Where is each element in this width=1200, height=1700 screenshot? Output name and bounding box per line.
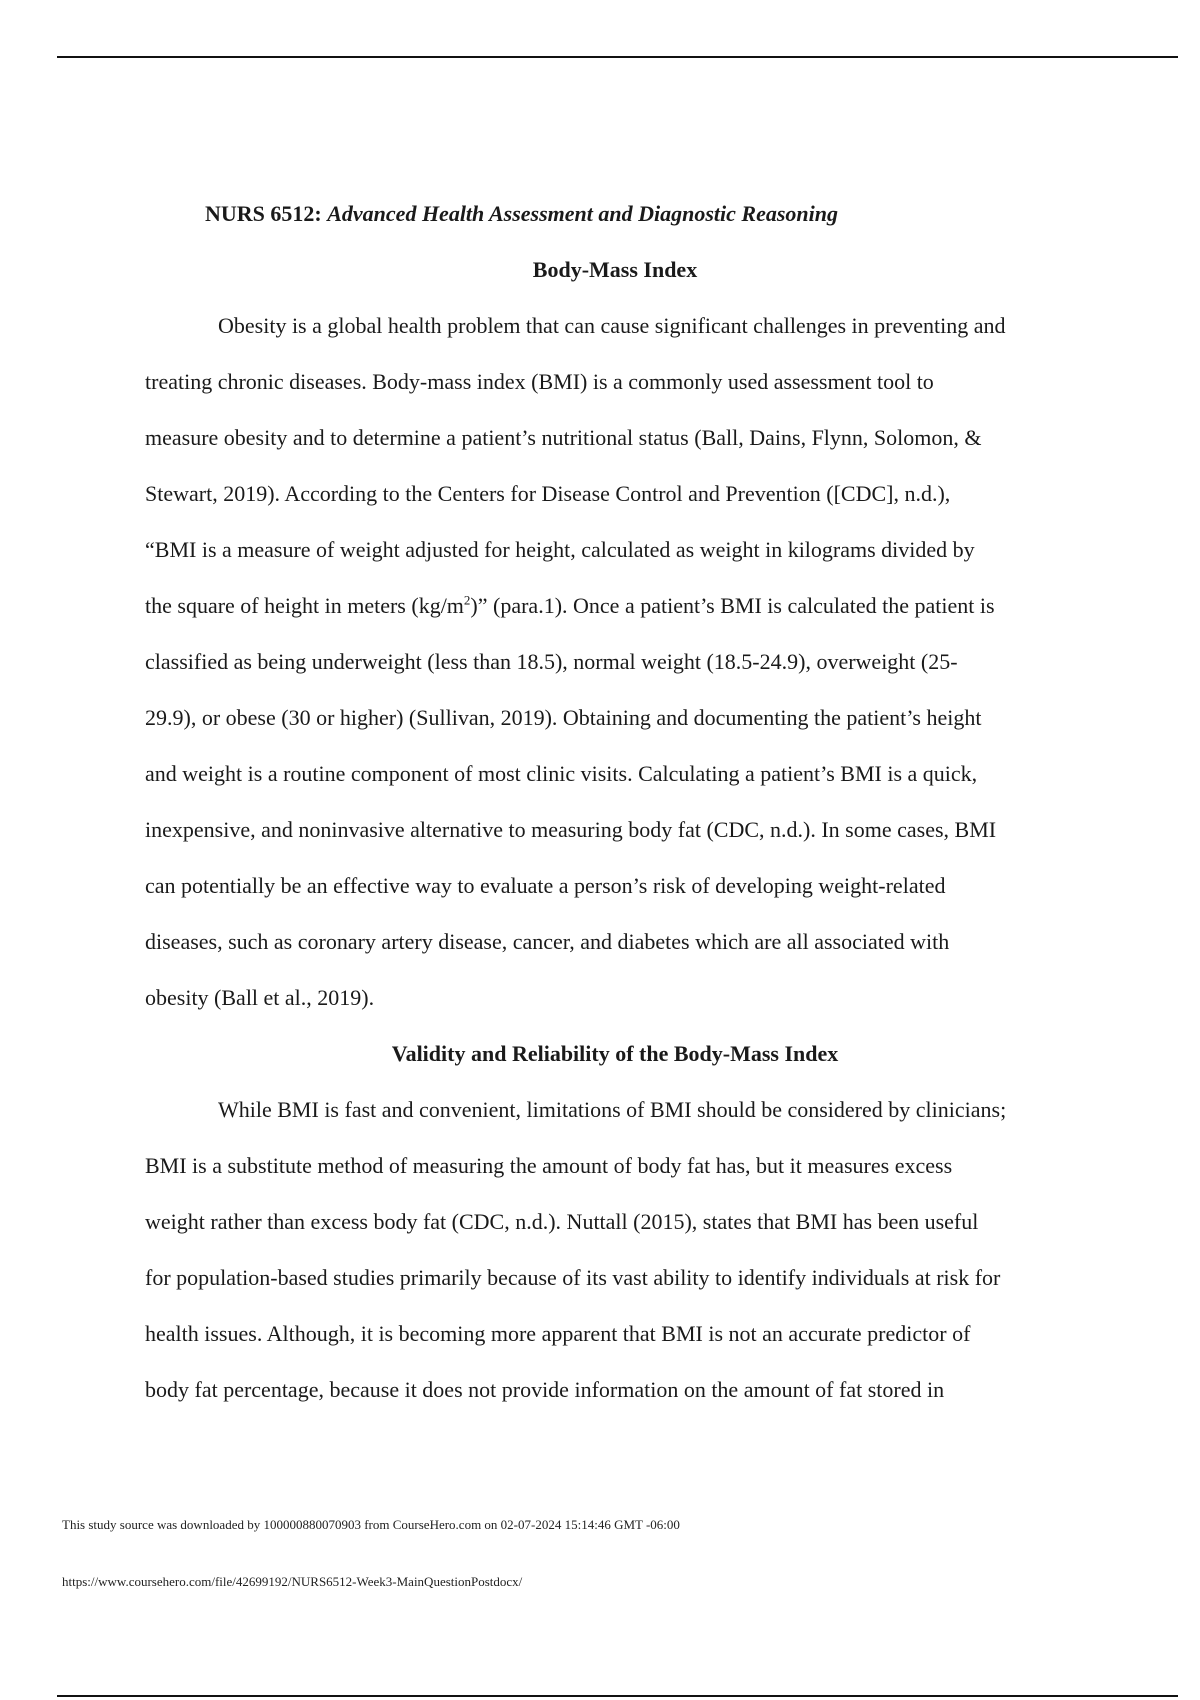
paragraph-line: BMI is a substitute method of measuring the amount of body fat has, but it measures excess (145, 1153, 953, 1178)
paragraph-line: 29.9), or obese (30 or higher) (Sullivan, 2019). Obtaining and documenting the patient’s height (145, 705, 982, 730)
course-title: Advanced Health Assessment and Diagnostic Reasoning (327, 201, 838, 226)
download-note: This study source was downloaded by 100000880070903 from CourseHero.com on 02-07-2024 15:14:46 GMT -06:00 (62, 1517, 680, 1532)
paragraph-1 (145, 308, 1085, 1036)
source-url[interactable]: https://www.coursehero.com/file/42699192/NURS6512-Week3-MainQuestionPostdocx/ (62, 1574, 523, 1589)
paragraph-line: Stewart, 2019). According to the Centers for Disease Control and Prevention ([CDC], n.d.), (145, 481, 951, 506)
paragraph-line-head: the square of height in meters (kg/m (145, 593, 464, 618)
paragraph-line: body fat percentage, because it does not provide information on the amount of fat stored in (145, 1377, 945, 1402)
paragraph-line: for population-based studies primarily because of its vast ability to identify individuals at risk for (145, 1265, 1001, 1290)
paragraph-line: Obesity is a global health problem that can cause significant challenges in preventing and (218, 313, 1006, 338)
paragraph-line: diseases, such as coronary artery disease, cancer, and diabetes which are all associated with (145, 929, 950, 954)
paragraph-line: obesity (Ball et al., 2019). (145, 985, 375, 1010)
course-title-line (145, 196, 1085, 252)
paragraph-line: treating chronic diseases. Body-mass index (BMI) is a commonly used assessment tool to (145, 369, 934, 394)
top-rule (57, 56, 1178, 58)
heading-bmi: Body-Mass Index (532, 257, 698, 282)
heading-validity: Validity and Reliability of the Body-Mass Index (391, 1041, 839, 1066)
document-body (145, 196, 1085, 1428)
paragraph-line (145, 588, 1085, 644)
paragraph-line-tail: )” (para.1). Once a patient’s BMI is calculated the patient is (470, 593, 995, 618)
paragraph-line: While BMI is fast and convenient, limitations of BMI should be considered by clinicians; (218, 1097, 1007, 1122)
course-code: NURS 6512: (205, 201, 322, 226)
paragraph-line: “BMI is a measure of weight adjusted for height, calculated as weight in kilograms divided by (145, 537, 975, 562)
paragraph-line: inexpensive, and noninvasive alternative to measuring body fat (CDC, n.d.). In some cases, BMI (145, 817, 997, 842)
paragraph-line: health issues. Although, it is becoming more apparent that BMI is not an accurate predictor of (145, 1321, 971, 1346)
superscript-2: 2 (463, 592, 471, 608)
paragraph-line: weight rather than excess body fat (CDC, n.d.). Nuttall (2015), states that BMI has been useful (145, 1209, 979, 1234)
paragraph-line: measure obesity and to determine a patient’s nutritional status (Ball, Dains, Flynn, Solomon, & (145, 425, 982, 450)
paragraph-line: and weight is a routine component of most clinic visits. Calculating a patient’s BMI is a quick, (145, 761, 978, 786)
paragraph-line: classified as being underweight (less than 18.5), normal weight (18.5-24.9), overweight (25- (145, 649, 958, 674)
bottom-rule (57, 1695, 1178, 1697)
paragraph-line: can potentially be an effective way to evaluate a person’s risk of developing weight-related (145, 873, 946, 898)
paragraph-2 (145, 1092, 1085, 1428)
